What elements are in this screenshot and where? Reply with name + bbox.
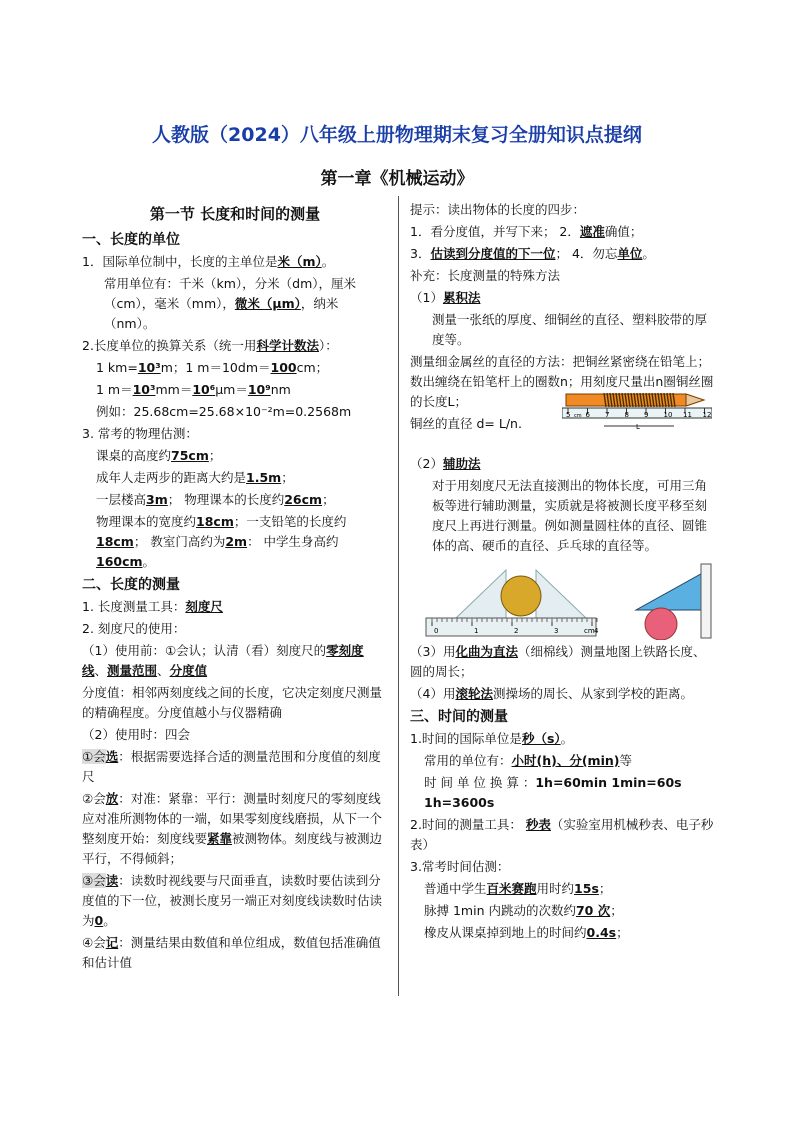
ruler-tick-label: 1	[474, 627, 479, 635]
common-units-line: 常用单位有：千米（km），分米（dm），厘米（cm），毫米（mm），微米（μm），纳米（nm）。	[104, 276, 357, 331]
conversion-km: 1 km=10³m；1 m＝10dm＝100cm；	[96, 360, 329, 375]
heading-length-units: 一、长度的单位	[82, 232, 180, 248]
estimate-desk: 课桌的高度约75cm；	[96, 448, 222, 463]
before-use-line: （1）使用前：①会认；认清（看）刻度尺的零刻度线、测量范围、分度值	[82, 643, 364, 678]
rule-record: ④会记：测量结果由数值和单位组成，数值包括准确值和估计值	[82, 935, 381, 970]
right-column	[410, 200, 716, 945]
rule-place: ②会放：对准：紧靠：平行：测量时刻度尺的零刻度线应对准所测物体的一端，如果零刻度线磨损，从下一个整刻度开始：刻度线要紧靠被测物体。刻度线与被测边平行，不得倾斜；	[82, 791, 383, 866]
time-tool: 2.时间的测量工具： 秒表（实验室用机械秒表、电子秒表）	[410, 817, 714, 852]
left-column	[82, 200, 388, 975]
si-unit-line: 1．国际单位制中，长度的主单位是米（m）。	[82, 254, 335, 269]
heading-time: 三、时间的测量	[410, 709, 508, 725]
example-line: 例如：25.68cm=25.68×10⁻²m=0.2568m	[96, 404, 352, 419]
ruler-tick-label: 10	[663, 411, 673, 419]
ruler-tick-label: 2	[514, 627, 519, 635]
ruler-unit-label: cm	[584, 627, 595, 635]
section-title: 第一节 长度和时间的测量	[149, 205, 321, 223]
tip-heading: 提示：读出物体的长度的四步：	[410, 202, 586, 217]
method-wheel: （4）用滚轮法测操场的周长、从家到学校的距离。	[410, 686, 693, 701]
estimate-step: 成年人走两步的距离大约是1.5m；	[96, 470, 294, 485]
ruler-use-line: 2. 刻度尺的使用：	[82, 621, 186, 636]
column-divider	[398, 196, 399, 996]
pencil-ruler-figure	[562, 386, 712, 430]
estimate-floor: 一层楼高3m； 物理课本的长度约26cm；	[96, 492, 335, 507]
estimate-book: 物理课本的宽度约18cm；一支铅笔的长度约18cm； 教室门高约为2m： 中学生身高约160cm。	[96, 514, 347, 569]
special-methods: 补充：长度测量的特殊方法	[410, 268, 561, 283]
ruler-tick-label: 7	[605, 411, 610, 419]
time-si-unit: 1.时间的国际单位是秒（s）。	[410, 731, 574, 746]
document-title: 人教版（2024）八年级上册物理期末复习全册知识点提纲	[152, 124, 642, 146]
conversion-m: 1 m＝10³mm＝10⁶μm＝10⁹nm	[96, 382, 291, 397]
ruler-tick-label: 3	[554, 627, 559, 635]
chapter-title: 第一章《机械运动》	[320, 169, 474, 189]
accumulation-desc: 测量一张纸的厚度、细铜丝的直径、塑料胶带的厚度等。	[432, 312, 708, 347]
time-estimate-eraser: 橡皮从课桌掉到地上的时间约0.4s；	[424, 925, 629, 940]
division-value-line: 分度值：相邻两刻度线之间的长度，它决定刻度尺测量的精确程度。分度值越小与仪器精确	[82, 685, 383, 720]
time-estimate-run: 普通中学生百米赛跑用时约15s；	[424, 881, 612, 896]
ruler-tick-label: 12	[702, 411, 712, 419]
method-accumulation: （1）累积法	[410, 290, 481, 305]
during-use-line: （2）使用时：四会	[82, 727, 190, 742]
ruler-tick-label: 8	[624, 411, 629, 419]
auxiliary-desc: 对于用刻度尺无法直接测出的物体长度，可用三角板等进行辅助测量，实质就是将被测长度平移至刻度尺上再进行测量。例如测量圆柱体的直径、圆锥体的高、硬币的直径、乒乓球的直径等。	[432, 478, 708, 553]
wire-method: 测量细金属丝的直径的方法：把铜丝紧密绕在铅笔上；数出缠绕在铅笔杆上的圈数n；用刻度尺量出n圈铜丝圈的长度L；	[410, 354, 714, 409]
ruler-unit-label: cm	[574, 413, 582, 419]
time-conversion: 时 间 单 位 换 算 ：1h=60min 1min=60s 1h=3600s	[424, 775, 682, 810]
heading-length-measure: 二、长度的测量	[82, 577, 180, 593]
time-common-units: 常用的单位有：小时(h)、分(min)等	[424, 753, 632, 768]
conversion-line: 2.长度单位的换算关系（统一用科学计数法）：	[82, 338, 338, 353]
triangle-ruler-figure	[416, 560, 716, 640]
tip-steps-1: 1．看分度值，并写下来； 2．遮准确值；	[410, 224, 643, 239]
ruler-tick-label: 11	[683, 411, 692, 419]
rule-select: ①会选：根据需要选择合适的测量范围和分度值的刻度尺	[82, 749, 381, 784]
ruler-tick-label: 4	[594, 627, 599, 635]
time-estimate-pulse: 脉搏 1min 内跳动的次数约70 次；	[424, 903, 623, 918]
estimate-heading: 3. 常考的物理估测：	[82, 426, 198, 441]
tip-steps-2: 3．估读到分度值的下一位； 4．勿忘单位。	[410, 246, 655, 261]
ruler-tick-label: 6	[585, 411, 590, 419]
wire-diameter: 铜丝的直径 d= L/n.	[410, 416, 522, 431]
ruler-tick-label: 9	[644, 411, 649, 419]
tool-line: 1. 长度测量工具：刻度尺	[82, 599, 223, 614]
ruler-tick-label: 0	[434, 627, 439, 635]
rule-read: ③会读：读数时视线要与尺面垂直，读数时要估读到分度值的下一位，被测长度另一端正对刻度线读数时估读为0。	[82, 873, 383, 928]
time-estimate-heading: 3.常考时间估测：	[410, 859, 510, 874]
figure1-label-l: L	[636, 423, 640, 430]
method-auxiliary: （2）辅助法	[410, 456, 481, 471]
ruler-tick-label: 5	[566, 411, 571, 419]
method-curve: （3）用化曲为直法（细棉线）测量地图上铁路长度、圆的周长；	[410, 644, 706, 679]
